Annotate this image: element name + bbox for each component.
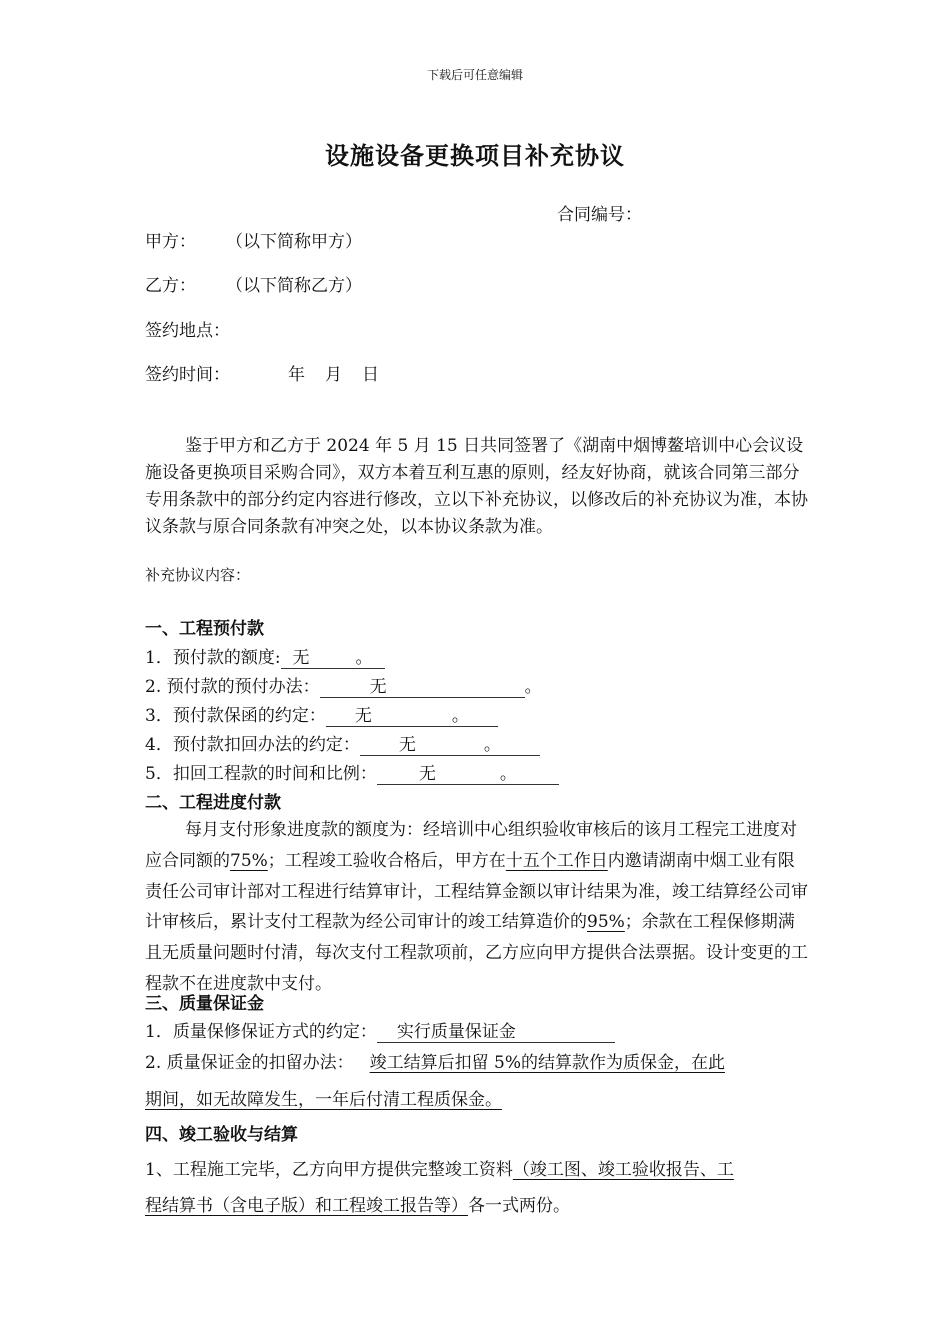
s4-item-1-prefix: 1、工程施工完毕，乙方向甲方提供完整竣工资料 <box>145 1160 513 1180</box>
party-b-label: 乙方： <box>145 276 196 296</box>
s1-item-1-label: 1．预付款的额度: <box>145 648 281 668</box>
s1-item-1 <box>145 643 385 669</box>
s1-item-3-value: 无 <box>354 706 372 726</box>
s1-item-2-value: 无 <box>369 677 387 697</box>
section-1-heading: 一、工程预付款 <box>145 619 264 639</box>
s3-item-1-value: 实行质量保证金 <box>396 1022 516 1042</box>
s4-item-1-suffix: 各一式两份。 <box>468 1196 570 1216</box>
sign-place: 签约地点： <box>145 321 230 341</box>
section-4-heading: 四、竣工验收与结算 <box>145 1125 298 1145</box>
s2-text-2: ；工程竣工验收合格后，甲方在 <box>267 850 506 871</box>
s1-item-5-label: 5．扣回工程款的时间和比例： <box>145 764 377 784</box>
s4-item-1 <box>145 1155 734 1180</box>
section-2-paragraph <box>145 815 810 1000</box>
s3-item-2-value-b: 期间，如无故障发生，一年后付清工程质保金。 <box>145 1090 502 1110</box>
s1-item-1-end: 。 <box>355 648 373 668</box>
s1-item-4-end: 。 <box>483 735 501 755</box>
s2-percent-95: 95% <box>587 912 625 933</box>
s1-item-4-field <box>360 730 540 756</box>
section-3-heading: 三、质量保证金 <box>145 994 264 1014</box>
s4-item-1-underlined-b: 程结算书（含电子版）和工程竣工报告等） <box>145 1196 468 1216</box>
party-a-label: 甲方： <box>145 232 196 252</box>
contract-number-label: 合同编号： <box>557 205 642 225</box>
year-label: 年 <box>288 365 305 385</box>
s4-item-1-underlined-a: （竣工图、竣工验收报告、工 <box>512 1160 734 1180</box>
s1-item-2-field <box>320 672 525 698</box>
sign-time-label: 签约时间： <box>145 365 230 385</box>
s1-item-2-end: 。 <box>524 677 542 697</box>
s2-working-days: 十五个工作日 <box>505 850 608 871</box>
s1-item-1-value: 无 <box>292 648 310 668</box>
s3-item-2-cont <box>145 1085 502 1110</box>
s1-item-4 <box>145 730 540 756</box>
party-b-note: （以下简称乙方） <box>226 276 362 296</box>
s3-item-2-value-a: 竣工结算后扣留 5%的结算款作为质保金，在此 <box>369 1053 725 1073</box>
s1-item-2-label: 2. 预付款的预付办法： <box>145 677 320 697</box>
s1-item-3 <box>145 701 498 727</box>
party-a-line <box>145 227 362 252</box>
section-2-heading: 二、工程进度付款 <box>145 793 281 813</box>
document-title: 设施设备更换项目补充协议 <box>325 142 625 170</box>
sign-time-line <box>145 360 379 385</box>
s1-item-3-label: 3．预付款保函的约定： <box>145 706 326 726</box>
s2-percent-75: 75% <box>230 850 268 871</box>
header-note: 下载后可任意编辑 <box>426 68 523 82</box>
s2-text-3: 内邀请湖南中烟工业有限责任公司审计部对工程进行结算审计，工程结算金额以审计结果为准，竣工结算经公司审计审核后，累计支付工程款为经公司审计的竣工结算造价的 <box>145 850 808 933</box>
content-label: 补充协议内容： <box>145 566 251 584</box>
s1-item-4-value: 无 <box>398 735 416 755</box>
s1-item-5-value: 无 <box>418 764 436 784</box>
s1-item-4-label: 4．预付款扣回办法的约定： <box>145 735 360 755</box>
s1-item-5 <box>145 759 559 785</box>
s3-item-1-label: 1．质量保修保证方式的约定： <box>145 1022 377 1042</box>
s3-item-1-field <box>377 1017 615 1043</box>
s1-item-5-end: 。 <box>499 764 517 784</box>
s3-item-1 <box>145 1017 615 1043</box>
s4-item-1-cont <box>145 1191 570 1216</box>
party-b-line <box>145 271 362 296</box>
month-label: 月 <box>325 365 342 385</box>
s2-text-1: 每月支付形象进度款的额度为：经培训中心组织验收审核后的该月工程完工进度对应合同额的 <box>145 820 797 871</box>
day-label: 日 <box>362 365 379 385</box>
s3-item-2-label: 2. 质量保证金的扣留办法： <box>145 1053 354 1073</box>
s1-item-3-end: 。 <box>451 706 469 726</box>
s1-item-5-field <box>377 759 559 785</box>
party-a-note: （以下简称甲方） <box>226 232 362 252</box>
s3-item-2 <box>145 1048 725 1073</box>
s2-text-4: ；余款在工程保修期满且无质量问题时付清，每次支付工程款项前，乙方应向甲方提供合法票据。设计变更的工程款不在进度款中支付。 <box>145 912 808 994</box>
s1-item-2 <box>145 672 542 698</box>
s1-item-3-field <box>326 701 498 727</box>
intro-paragraph: 鉴于甲方和乙方于 2024 年 5 月 15 日共同签署了《湖南中烟博鳌培训中心会议设施设备更换项目采购合同》，双方本着互利互惠的原则，经友好协商，就该合同第三部分专用条款中的部分约定内容进行修改，立以下补充协议，以修改后的补充协议为准，本协议条款与原合同条款有冲突之处，以本协议条款为准。 <box>145 436 808 537</box>
s1-item-1-field <box>281 643 385 669</box>
